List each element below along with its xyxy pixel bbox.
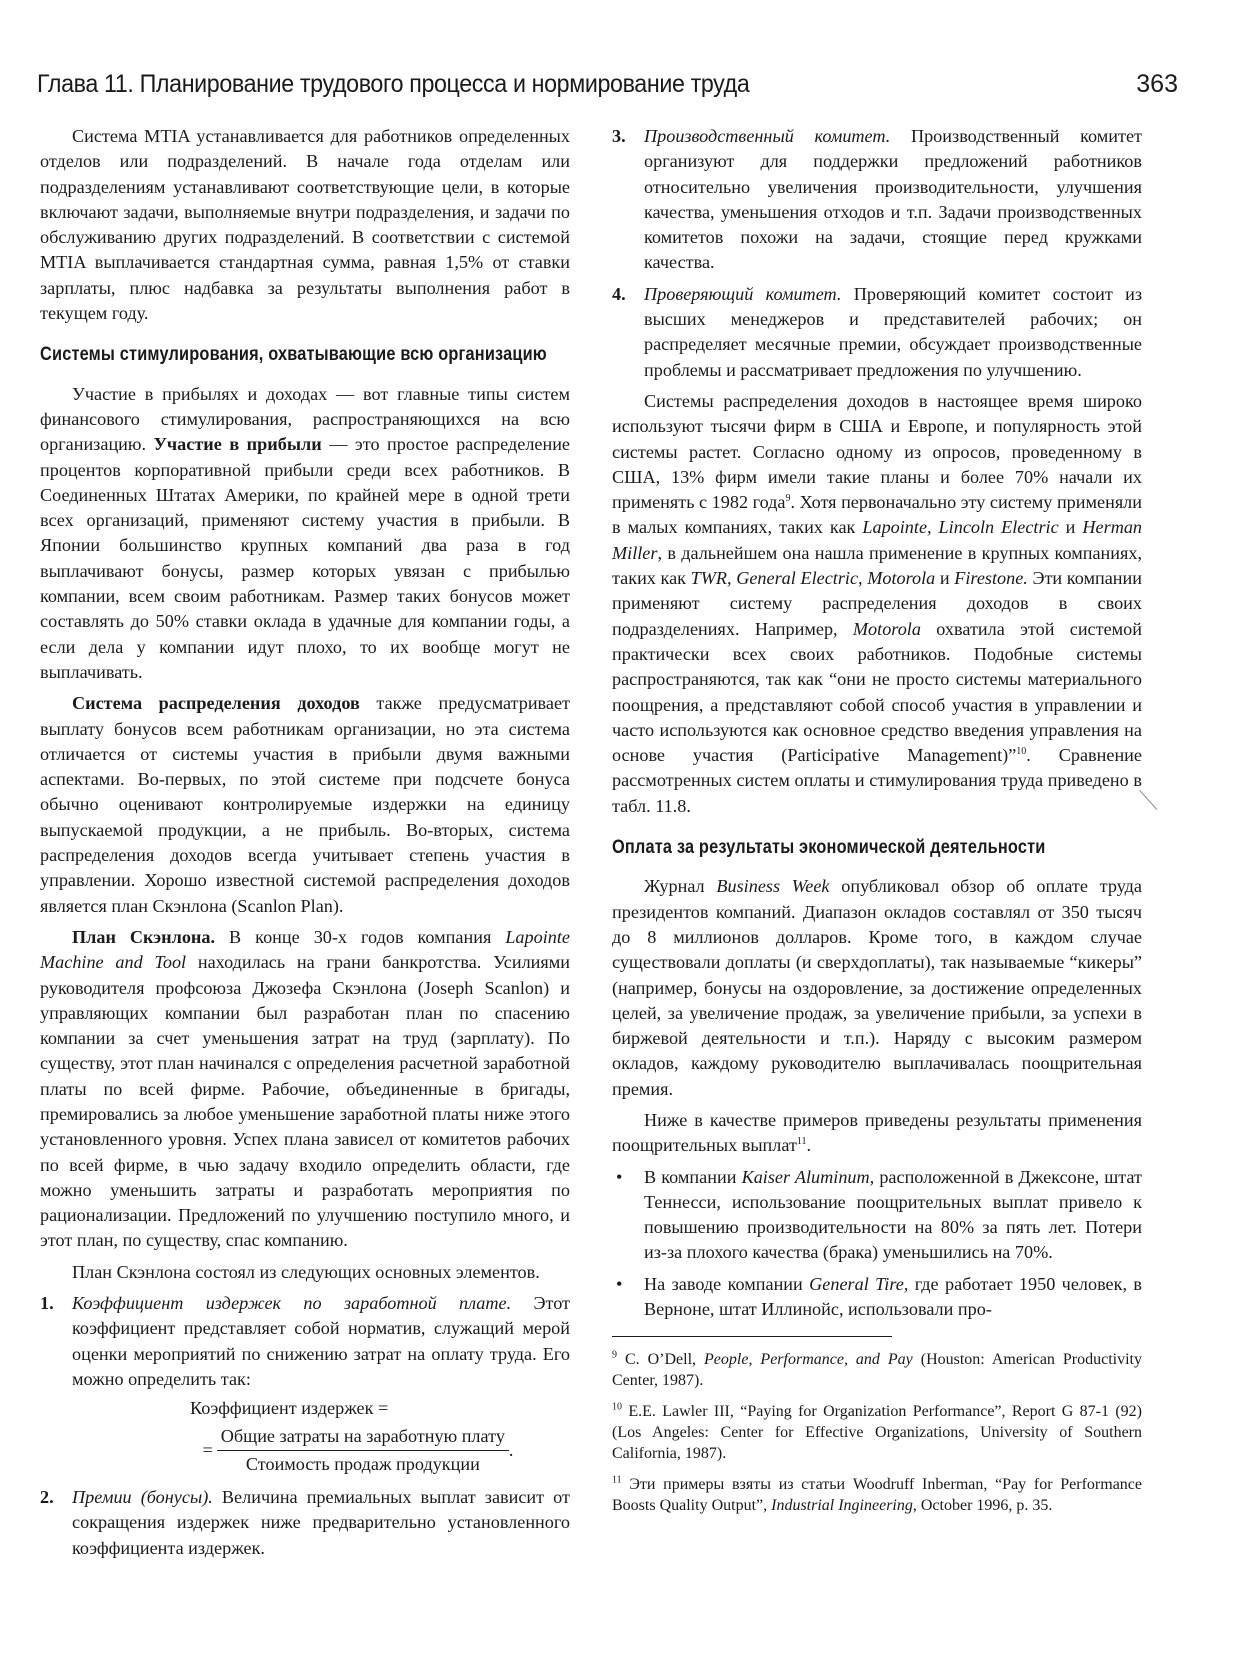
running-header	[37, 70, 1178, 110]
term-scanlon-plan: План Скэнлона.	[72, 926, 216, 947]
right-column	[612, 124, 1142, 1526]
list-item: 2. Премии (бонусы). Величина премиальных выплат зависит от сокращения издержек ниже предварительно установленного коэффициента издержек.	[40, 1487, 570, 1558]
list-item: • На заводе компании General Tire, где работает 1950 человек, в Верноне, штат Иллинойс, использовали про-	[612, 1272, 1142, 1323]
examples-bullet-list	[612, 1165, 1142, 1323]
list-item: 1. Коэффициент издержек по заработной плате. Этот коэффициент представляет собой норматив, служащий мерой оценки мероприятий по снижению затрат на оплату труда. Его можно определить так: Коэффициент издержек = = $\frac{\text{Общие затраты на заработную плату}}{\text{Стоимость продаж продукции}}$ .	[40, 1291, 570, 1477]
formula-denominator: Стоимость продаж продукции	[245, 1453, 480, 1474]
scanlon-elements-list	[40, 1291, 570, 1561]
formula-numerator: Общие затраты на заработную плату	[217, 1424, 509, 1451]
paragraph-gainsharing: Система распределения доходов также предусматривает выплату бонусов всем работникам организации, но эта система отличается от системы участия в прибыли двумя важными аспектами. Во-первых, по этой системе при подсчете бонуса обычно оценивают контролируемые издержки на единицу выпускаемой продукции, а не прибыль. Во-вторых, система распределения доходов всегда учитывает степень участия в управлении. Хорошо известной системой распределения доходов является план Скэнлона (Scanlon Plan).	[40, 693, 570, 916]
paragraph-profit-sharing: Участие в прибылях и доходах — вот главные типы систем финансового стимулирования, распространяющихся на всю организацию. Участие в прибыли — это простое распределение процентов корпоративной прибыли среди всех работников. В Соединенных Штатах Америки, по крайней мере в одной трети всех организаций, применяют систему участия в прибыли. В Японии большинство крупных компаний два раза в год выплачивают бонусы, размер которых увязан с прибылью компании, всем своим работникам. Размер таких бонусов может составлять до 50% ставки оклада в удачные для компании годы, а если дела у компании идут плохо, то их вообще могут не выплачивать.	[40, 383, 571, 682]
cost-ratio-formula: Коэффициент издержек = = $\frac{\text{Общие затраты на заработную плату}}{\text{Стоимость продаж продукции}}$ .	[72, 1396, 570, 1477]
chapter-title: Глава 11. Планирование трудового процесса и нормирование труда	[37, 70, 750, 98]
paragraph-scanlon-elements: План Скэнлона состоял из следующих основных элементов.	[72, 1261, 540, 1282]
term-gainsharing: Система распределения доходов	[72, 693, 360, 714]
paragraph-mtia: Система MTIA устанавливается для работников определенных отделов или подразделений. В начале года отделам или подразделениям устанавливают соответствующие цели, в которые включают задачи, выполняемые внутри подразделения, и задачи по обслуживанию других подразделений. В соответствии с системой MTIA выплачивается стандартная сумма, равная 1,5% от ставки зарплаты, плюс надбавка за результаты выполнения работ в текущем году.	[40, 126, 570, 324]
footnote-ref-9: 9	[785, 493, 791, 505]
left-column	[40, 124, 570, 1567]
scanlon-elements-list-cont	[612, 124, 1142, 383]
term-profit-sharing: Участие в прибыли	[153, 434, 322, 455]
footnote-11: $^{11}$ Эти примеры взяты из статьи Woodruff Inberman, “Pay for Performance Boosts Quality Output”, Industrial Ingineering, October 1996, p. 35.	[612, 1475, 1142, 1515]
footnote-10: $^{10}$ E.E. Lawler III, “Paying for Organization Performance”, Report G 87-1 (92) (Los Angeles: Center for Effective Organizations, University of Southern California, 1987).	[612, 1402, 1142, 1463]
paragraph-scanlon-plan: План Скэнлона. В конце 30-х годов компания Lapointe Machine and Tool находилась на грани банкротства. Усилиями руководителя профсоюза Джозефа Скэнлона (Joseph Scanlon) и управляющих компании был разработан план по спасению компании за счет уменьшения затрат на труд (зарплату). По существу, этот план начинался с определения расчетной заработной платы по всей фирме. Рабочие, объединенные в бригады, премировались за любое уменьшение заработной платы ниже этого установленного уровня. Успех плана зависел от комитетов рабочих по всей фирме, в чью задачу входило определить области, где можно уменьшить затраты и разработать мероприятия по рационализации. Предложений по улучшению поступило много, и этот план, по существу, спас компанию.	[40, 926, 570, 1251]
paragraph-business-week: Журнал Business Week опубликовал обзор об оплате труда президентов компаний. Диапазон окладов составлял от 350 тысяч до 8 миллионов долларов. Кроме того, в каждом случае существовали доплаты (и сверхдоплаты), так называемые “кикеры” (например, бонусы на оздоровление, за достижение определенных целей, за увеличение продаж, за увеличение прибыли, за успехи в биржевой деятельности и т.п.). Наряду с высоким размером окладов, каждому руководителю выплачивалась поощрительная премия.	[612, 876, 1142, 1099]
footnote-divider	[612, 1336, 892, 1337]
list-item: 4. Проверяющий комитет. Проверяющий комитет состоит из высших менеджеров и представителей рабочих; он распределяет месячные премии, обсуждает производственные проблемы и рассматривает предложения по улучшению.	[612, 283, 1143, 380]
footnote-ref-10: 10	[1016, 746, 1027, 758]
section-heading-performance-pay: Оплата за результаты экономической деятельности	[612, 837, 1046, 859]
page-number: 363	[1136, 70, 1178, 98]
list-item: • В компании Kaiser Aluminum, расположенной в Джексоне, штат Теннесси, использование поощрительных выплат привело к повышению производительности на 80% за пять лет. Потери из-за плохого качества (брака) уменьшились на 70%.	[612, 1165, 1142, 1266]
paragraph-examples-intro: Ниже в качестве примеров приведены результаты применения поощрительных выплат$^{11}$.	[612, 1109, 1142, 1156]
list-item: 3. Производственный комитет. Производственный комитет организуют для поддержки предложений работников относительно увеличения производительности, улучшения качества, уменьшения отходов и т.п. Задачи производственных комитетов похожи на задачи, стоящие перед кружками качества.	[612, 126, 1142, 273]
footnote-ref-11: 11	[796, 1136, 807, 1148]
footnote-9: $^9$ C. O’Dell, People, Performance, and Pay (Houston: American Productivity Center, 1987).	[612, 1350, 1143, 1390]
section-heading-org-wide: Системы стимулирования, охватывающие всю организацию	[40, 344, 547, 366]
paragraph-gainsharing-usage: Системы распределения доходов в настоящее время широко используют тысячи фирм в США и Европе, и популярность этой системы растет. Согласно одному из опросов, проведенному в США, 13% фирм имели такие планы и более 70% начали их применять с 1982 года$^9$. Хотя первоначально эту систему применяли в малых компаниях, таких как Lapointe, Lincoln Electric и Herman Miller, в дальнейшем она нашла применение в крупных компаниях, таких как TWR, General Electric, Motorola и Firestone. Эти компании применяют систему распределения доходов в своих подразделениях. Например, Motorola охватила этой системой практически всех своих работников. Подобные системы распространяются, так как “они не просто системы материального поощрения, а представляют собой способ участия в управлении и часто используются как основное средство введения управления на основе участия (Participative Management)”$^{10}$. Сравнение рассмотренных систем оплаты и стимулирования труда приведено в табл. 11.8.	[612, 390, 1143, 816]
